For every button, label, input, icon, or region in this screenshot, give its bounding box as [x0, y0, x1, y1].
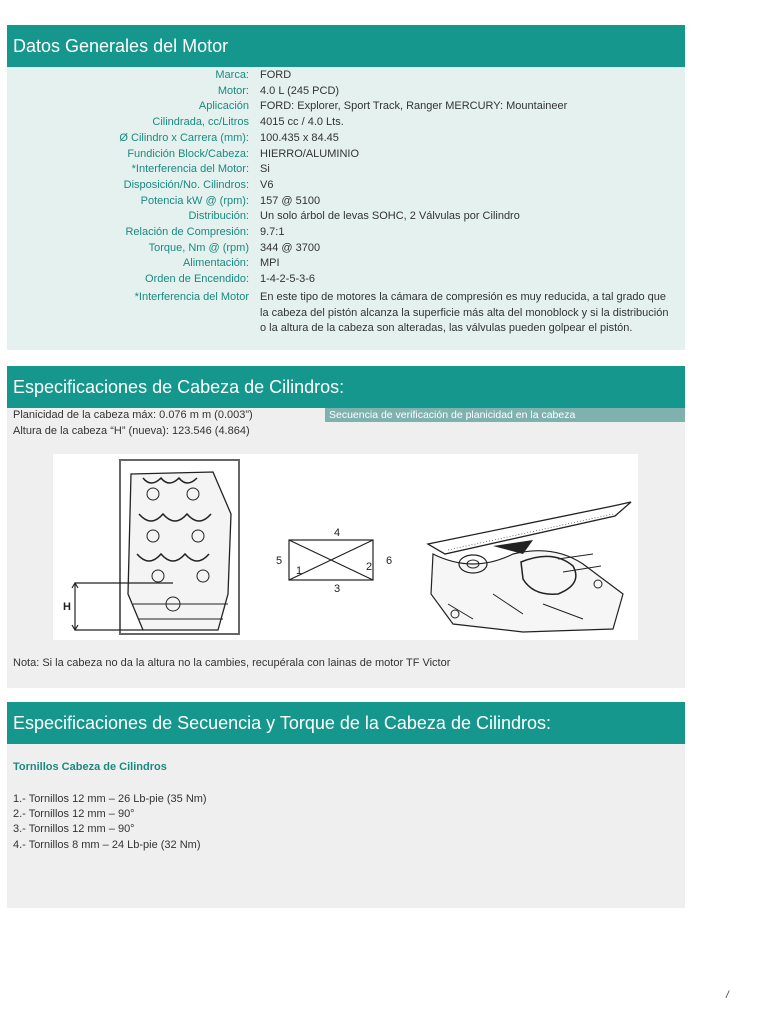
spec-value: 100.435 x 84.45 — [260, 131, 339, 144]
torque-step: 2.- Tornillos 12 mm – 90° — [13, 808, 135, 820]
spec-label: *Interferencia del Motor — [134, 290, 249, 303]
spec-value: 9.7:1 — [260, 226, 285, 239]
spec-value: 4.0 L (245 PCD) — [260, 84, 340, 97]
spec-row — [7, 178, 685, 194]
section-header-cabeza-cilindros — [7, 366, 685, 408]
spec-label: *Interferencia del Motor: — [131, 163, 249, 176]
interference-description: En este tipo de motores la cámara de compresión es muy reducida, a tal grado que la cabeza del pistón alcanza la superficie más alta del monoblock y si la distribución o la altura de la cabeza son alteradas, las válvulas pueden golpear el pistón. — [260, 290, 669, 335]
spec-row — [7, 209, 685, 225]
seq-label-1: 1 — [296, 565, 303, 577]
spec-label: Relación de Compresión: — [125, 226, 249, 239]
spec-label: Aplicación — [198, 100, 249, 113]
torque-step: 3.- Tornillos 12 mm – 90° — [13, 823, 135, 835]
section-header-torque — [7, 702, 685, 744]
straightedge-measurement-drawing — [428, 502, 631, 632]
flatness-sequence-banner: Secuencia de verificación de planicidad en la cabeza — [325, 408, 685, 422]
spec-value: MPI — [260, 257, 280, 270]
note-text: Nota: Si la cabeza no da la altura no la cambies, recupérala con lainas de motor TF Victor — [13, 657, 451, 669]
spec-label: Orden de Encendido: — [145, 273, 249, 286]
spec-label: Motor: — [217, 84, 249, 97]
spec-value: 1-4-2-5-3-6 — [260, 273, 316, 286]
torque-step: 4.- Tornillos 8 mm – 24 Lb-pie (32 Nm) — [13, 839, 201, 851]
spec-row — [7, 290, 685, 337]
spec-row — [7, 241, 685, 257]
seq-label-4: 4 — [334, 527, 341, 539]
torque-step: 1.- Tornillos 12 mm – 26 Lb-pie (35 Nm) — [13, 793, 207, 805]
spec-value: FORD: Explorer, Sport Track, Ranger MERCURY: Mountaineer — [260, 100, 568, 113]
spec-row — [7, 162, 685, 178]
spec-label: Fundición Block/Cabeza: — [127, 147, 249, 160]
spec-row — [7, 131, 685, 147]
seq-label-3: 3 — [334, 583, 341, 595]
seq-label-6: 6 — [386, 555, 393, 567]
spec-label: Disposición/No. Cilindros: — [123, 178, 249, 191]
torque-subtitle: Tornillos Cabeza de Cilindros — [13, 761, 167, 773]
section-header-datos-generales — [7, 25, 685, 67]
seq-label-2: 2 — [366, 561, 373, 573]
spec-row — [7, 115, 685, 131]
spec-label: Marca: — [215, 69, 249, 81]
flatness-spec: Planicidad de la cabeza máx: 0.076 m m (0.003”) — [13, 409, 253, 421]
spec-value: Un solo árbol de levas SOHC, 2 Válvulas por Cilindro — [260, 210, 520, 223]
spec-row — [7, 194, 685, 210]
spec-label: Distribución: — [188, 210, 249, 223]
spec-value: FORD — [260, 69, 292, 81]
figure-illustrations — [53, 454, 638, 640]
spec-value: 4015 cc / 4.0 Lts. — [260, 116, 344, 129]
height-h-label: H — [63, 601, 71, 613]
spec-row — [7, 256, 685, 272]
spec-label: Potencia kW @ (rpm): — [140, 194, 249, 207]
spec-value: Si — [260, 163, 270, 176]
spec-value: HIERRO/ALUMINIO — [260, 147, 360, 160]
spec-row — [7, 272, 685, 288]
section-title: Especificaciones de Secuencia y Torque de la Cabeza de Cilindros: — [13, 712, 551, 733]
spec-row — [7, 225, 685, 241]
spec-row — [7, 147, 685, 163]
page-number: / — [726, 990, 729, 1001]
spec-row — [7, 68, 685, 84]
spec-value: 157 @ 5100 — [260, 194, 321, 207]
head-height-spec: Altura de la cabeza “H” (nueva): 123.546 (4.864) — [13, 425, 250, 437]
spec-value: 344 @ 3700 — [260, 241, 321, 254]
engine-data-panel — [7, 67, 685, 350]
section-title: Datos Generales del Motor — [13, 35, 229, 56]
spec-row — [7, 99, 685, 115]
section-title: Especificaciones de Cabeza de Cilindros: — [13, 376, 345, 397]
spec-label: Torque, Nm @ (rpm) — [148, 241, 249, 254]
spec-row — [7, 84, 685, 100]
cylinder-head-figure — [53, 454, 638, 640]
cylinder-head-drawing — [72, 460, 239, 634]
spec-value: V6 — [260, 178, 274, 191]
spec-label: Alimentación: — [182, 257, 249, 270]
seq-label-5: 5 — [276, 555, 283, 567]
spec-label: Cilindrada, cc/Litros — [152, 116, 249, 129]
spec-label: Ø Cilindro x Carrera (mm): — [119, 131, 249, 144]
